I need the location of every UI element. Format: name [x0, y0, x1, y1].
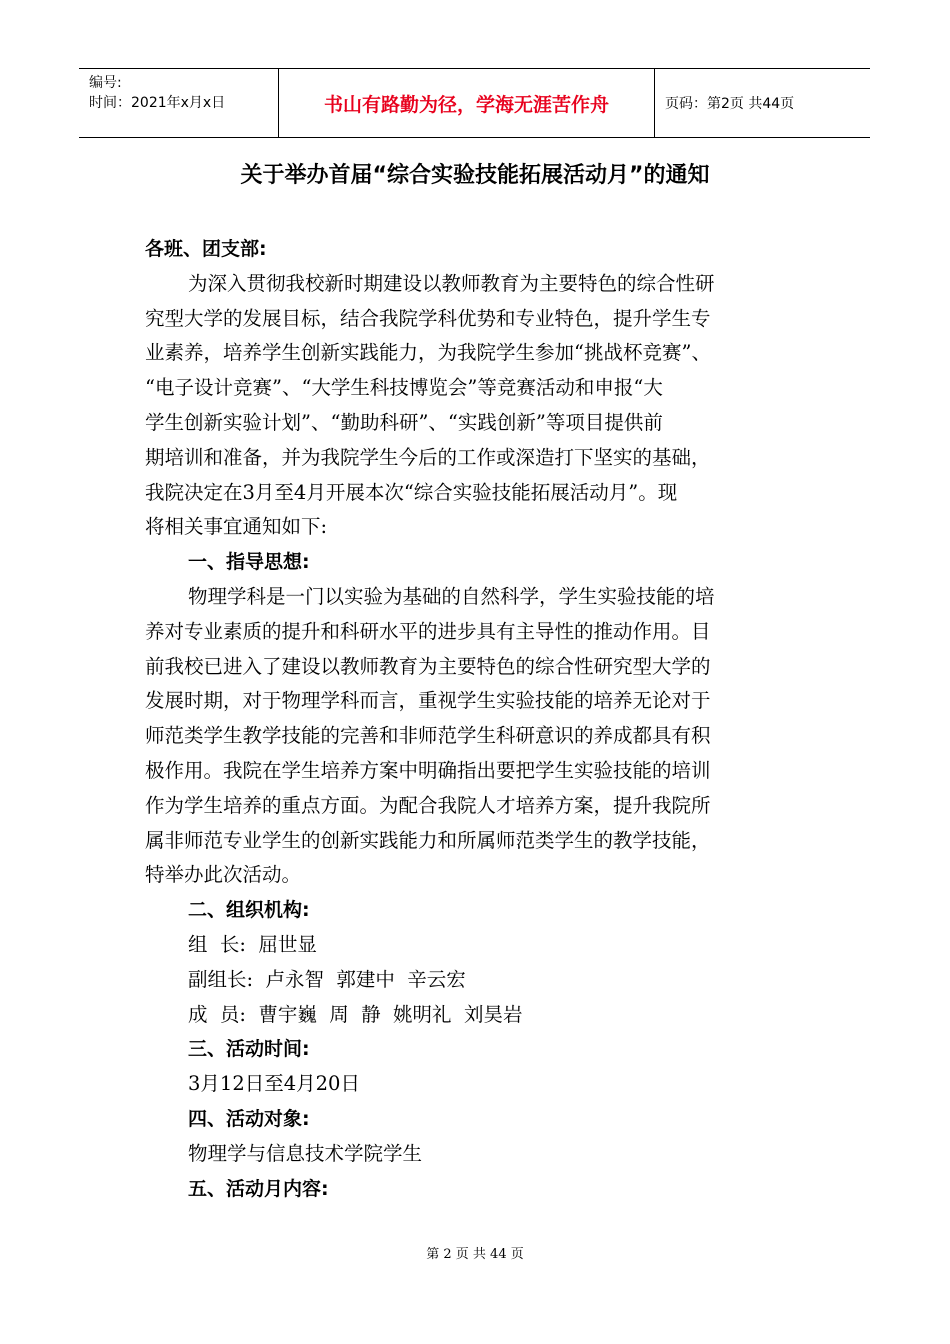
document-date: 时间：2021年x月x日: [89, 95, 226, 111]
header-meta: [79, 69, 279, 137]
activity-time: 3月12日至4月20日: [188, 1072, 360, 1096]
section-heading-target: 四、活动对象:: [188, 1107, 310, 1130]
intro-line: 为深入贯彻我校新时期建设以教师教育为主要特色的综合性研: [188, 271, 715, 295]
guiding-ideas-line: 养对专业素质的提升和科研水平的进步具有主导性的推动作用。目: [145, 619, 711, 643]
salutation: 各班、团支部:: [145, 238, 267, 260]
guiding-ideas-line: 前我校已进入了建设以教师教育为主要特色的综合性研究型大学的: [145, 654, 711, 678]
intro-line: “电子设计竞赛”、“大学生科技博览会”等竞赛活动和申报“大: [145, 376, 663, 400]
org-members: 成 员: 曹宇巍 周 静 姚明礼 刘昊岩: [188, 1002, 523, 1026]
document-body: [145, 232, 810, 1206]
header-page-info: 页码：第2页 共44页: [665, 96, 795, 112]
intro-line: 学生创新实验计划”、“勤助科研”、“实践创新”等项目提供前: [145, 410, 663, 434]
activity-target: 物理学与信息技术学院学生: [188, 1141, 423, 1165]
org-leader: 组 长: 屈世显: [188, 932, 317, 956]
intro-line: 我院决定在3月至4月开展本次“综合实验技能拓展活动月”。现: [145, 480, 678, 504]
intro-line: 期培训和准备，并为我院学生今后的工作或深造打下坚实的基础，: [145, 445, 711, 469]
section-heading-guiding-ideas: 一、指导思想:: [188, 551, 310, 574]
section-heading-content: 五、活动月内容:: [188, 1177, 329, 1200]
page-footer: 第 2 页 共 44 页: [426, 1247, 524, 1262]
guiding-ideas-line: 极作用。我院在学生培养方案中明确指出要把学生实验技能的培训: [145, 758, 711, 782]
guiding-ideas-line: 属非师范专业学生的创新实践能力和所属师范类学生的教学技能，: [145, 828, 711, 852]
org-deputy: 副组长: 卢永智 郭建中 辛云宏: [188, 967, 466, 991]
intro-line: 业素养，培养学生创新实践能力，为我院学生参加“挑战杯竞赛”、: [145, 341, 711, 365]
header-motto: 书山有路勤为径，学海无涯苦作舟: [279, 69, 655, 137]
page-header: [79, 68, 870, 138]
intro-line: 究型大学的发展目标，结合我院学科优势和专业特色，提升学生专: [145, 306, 711, 330]
intro-line: 将相关事宜通知如下:: [145, 515, 328, 539]
document-number-label: 编号:: [89, 75, 122, 91]
section-heading-organization: 二、组织机构:: [188, 899, 310, 922]
guiding-ideas-line: 物理学科是一门以实验为基础的自然科学，学生实验技能的培: [188, 584, 715, 608]
guiding-ideas-line: 发展时期，对于物理学科而言，重视学生实验技能的培养无论对于: [145, 689, 711, 713]
guiding-ideas-line: 作为学生培养的重点方面。为配合我院人才培养方案，提升我院所: [145, 793, 711, 817]
section-heading-time: 三、活动时间:: [188, 1038, 310, 1061]
guiding-ideas-line: 特举办此次活动。: [145, 863, 302, 887]
guiding-ideas-line: 师范类学生教学技能的完善和非师范学生科研意识的养成都具有积: [145, 724, 711, 748]
document-title: 关于举办首届“综合实验技能拓展活动月”的通知: [240, 163, 710, 188]
